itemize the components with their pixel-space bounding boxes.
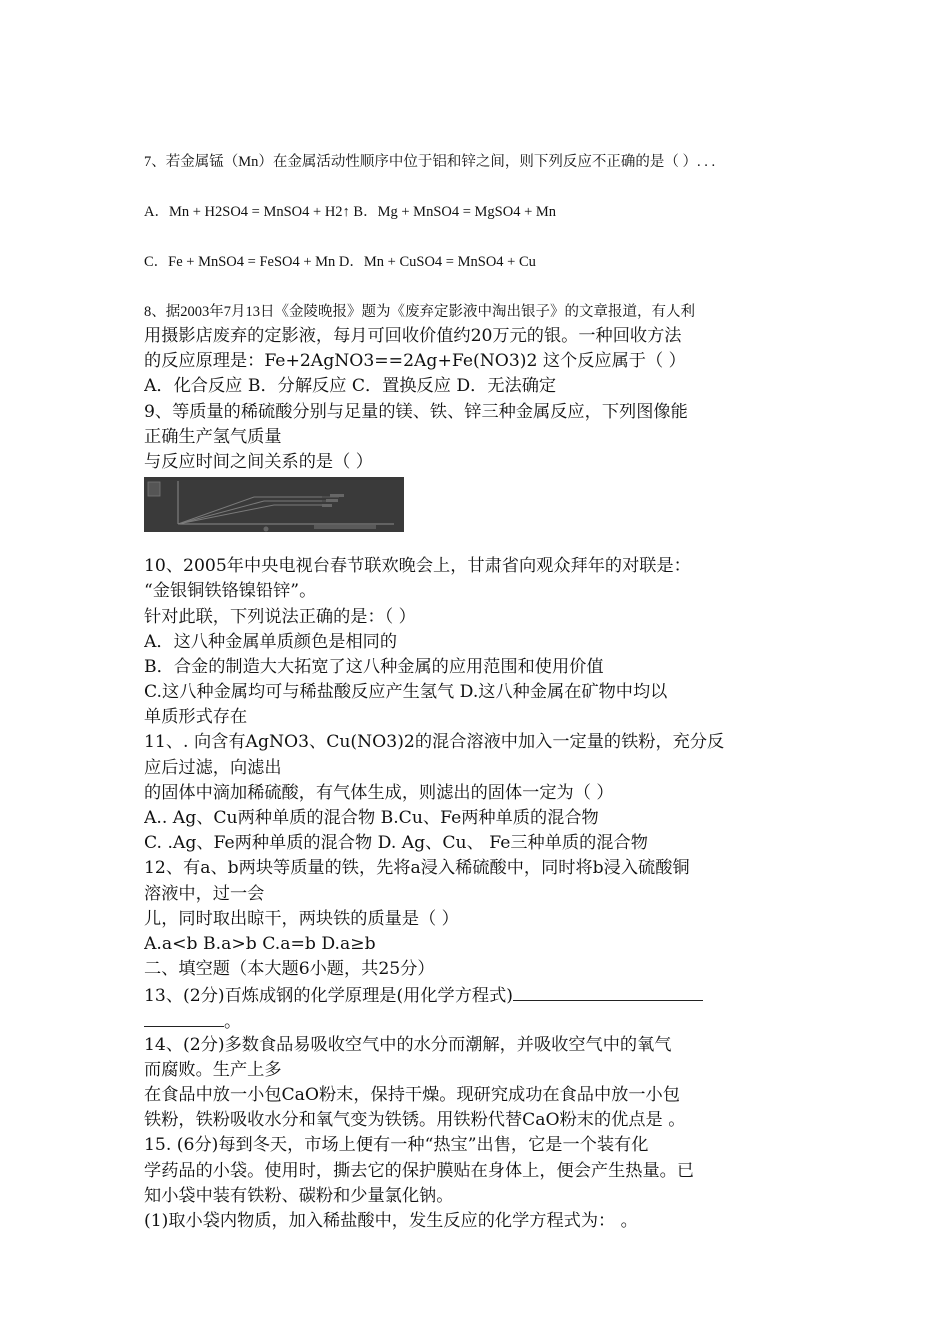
q15-line-2: 学药品的小袋。使用时，撕去它的保护膜贴在身体上，便会产生热量。已 bbox=[144, 1160, 695, 1181]
q8-line-1: 8、据2003年7月13日《金陵晚报》题为《废弃定影液中淘出银子》的文章报道，有人利 bbox=[144, 304, 695, 320]
q7-options-cd: C．Fe + MnSO4 = FeSO4 + Mn D．Mn + CuSO4 = MnSO4 + Cu bbox=[144, 254, 536, 270]
q9-line-3: 与反应时间之间关系的是（ ） bbox=[144, 451, 373, 472]
q14-line-3: 在食品中放一小包CaO粉末，保持干燥。现研究成功在食品中放一小包 bbox=[144, 1085, 680, 1106]
q11-options-cd: C. .Ag、Fe两种单质的混合物 D. Ag、Cu、 Fe三种单质的混合物 bbox=[144, 833, 648, 854]
q12-options: A.a<b B.a>b C.a=b D.a≥b bbox=[144, 933, 376, 954]
q9-graph-image bbox=[144, 477, 404, 532]
q11-line-3: 的固体中滴加稀硫酸，有气体生成，则滤出的固体一定为（ ） bbox=[144, 782, 614, 803]
q13-period: 。 bbox=[224, 1011, 242, 1032]
q10-line-2: “金银铜铁铬镍铅锌”。 bbox=[144, 581, 317, 602]
q10-line-3: 针对此联，下列说法正确的是：（ ） bbox=[144, 606, 416, 627]
q10-options-cd: C.这八种金属均可与稀盐酸反应产生氢气 D.这八种金属在矿物中均以 bbox=[144, 682, 668, 703]
section-2-heading: 二、填空题（本大题6小题，共25分） bbox=[144, 959, 435, 980]
q15-line-4: (1)取小袋内物质，加入稀盐酸中，发生反应的化学方程式为： 。 bbox=[144, 1211, 638, 1231]
q7-stem: 7、若金属锰（Mn）在金属活动性顺序中位于铝和锌之间，则下列反应不正确的是（ ）. . . bbox=[144, 154, 716, 170]
q14-line-1: 14、(2分)多数食品易吸收空气中的水分而潮解，并吸收空气中的氧气 bbox=[144, 1034, 672, 1055]
q12-line-1: 12、有a、b两块等质量的铁，先将a浸入稀硫酸中，同时将b浸入硫酸铜 bbox=[144, 858, 690, 879]
q13-text: 13、(2分)百炼成钢的化学原理是(用化学方程式) bbox=[144, 986, 514, 1007]
q10-line-1: 10、2005年中央电视台春节联欢晚会上，甘肃省向观众拜年的对联是： bbox=[144, 556, 691, 577]
q7-options-ab: A．Mn + H2SO4 = MnSO4 + H2↑ B．Mg + MnSO4 = MgSO4 + Mn bbox=[144, 204, 557, 220]
document-body bbox=[144, 324, 814, 1234]
q9-line-2: 正确生产氢气质量 bbox=[144, 426, 282, 447]
q13-line-1 bbox=[144, 982, 814, 1007]
q10-option-b: B．合金的制造大大拓宽了这八种金属的应用范围和使用价值 bbox=[144, 656, 604, 677]
q10-option-a: A．这八种金属单质颜色是相同的 bbox=[144, 631, 398, 652]
q13-line-2 bbox=[144, 1008, 814, 1033]
q12-line-3: 儿，同时取出晾干，两块铁的质量是（ ） bbox=[144, 908, 459, 929]
q8-options: A．化合反应 B．分解反应 C．置换反应 D．无法确定 bbox=[144, 376, 557, 397]
q13-answer-blank[interactable] bbox=[513, 982, 703, 1001]
q9-graph-figure bbox=[144, 477, 404, 532]
q15-line-1: 15. (6分)每到冬天，市场上便有一种“热宝”出售，它是一个装有化 bbox=[144, 1135, 649, 1156]
q8-line-2: 用摄影店废弃的定影液，每月可回收价值约20万元的银。一种回收方法 bbox=[144, 326, 682, 346]
q13-answer-blank-cont[interactable] bbox=[144, 1008, 224, 1027]
q9-line-1: 9、等质量的稀硫酸分别与足量的镁、铁、锌三种金属反应，下列图像能 bbox=[144, 401, 688, 422]
q14-line-2: 而腐败。生产上多 bbox=[144, 1059, 282, 1080]
q10-options-cd-cont: 单质形式存在 bbox=[144, 707, 248, 728]
q11-line-1: 11、. 向含有AgNO3、Cu(NO3)2的混合溶液中加入一定量的铁粉，充分反 bbox=[144, 732, 725, 753]
q11-options-ab: A.. Ag、Cu两种单质的混合物 B.Cu、Fe两种单质的混合物 bbox=[144, 808, 599, 828]
q15-line-3: 知小袋中装有铁粉、碳粉和少量氯化钠。 bbox=[144, 1185, 454, 1206]
q12-line-2: 溶液中，过一会 bbox=[144, 883, 265, 904]
q8-line-3: 的反应原理是：Fe+2AgNO3==2Ag+Fe(NO3)2 这个反应属于（ ） bbox=[144, 351, 686, 372]
q11-line-2: 应后过滤，向滤出 bbox=[144, 757, 282, 778]
q14-line-4: 铁粉，铁粉吸收水分和氧气变为铁锈。用铁粉代替CaO粉末的优点是 。 bbox=[144, 1110, 686, 1131]
